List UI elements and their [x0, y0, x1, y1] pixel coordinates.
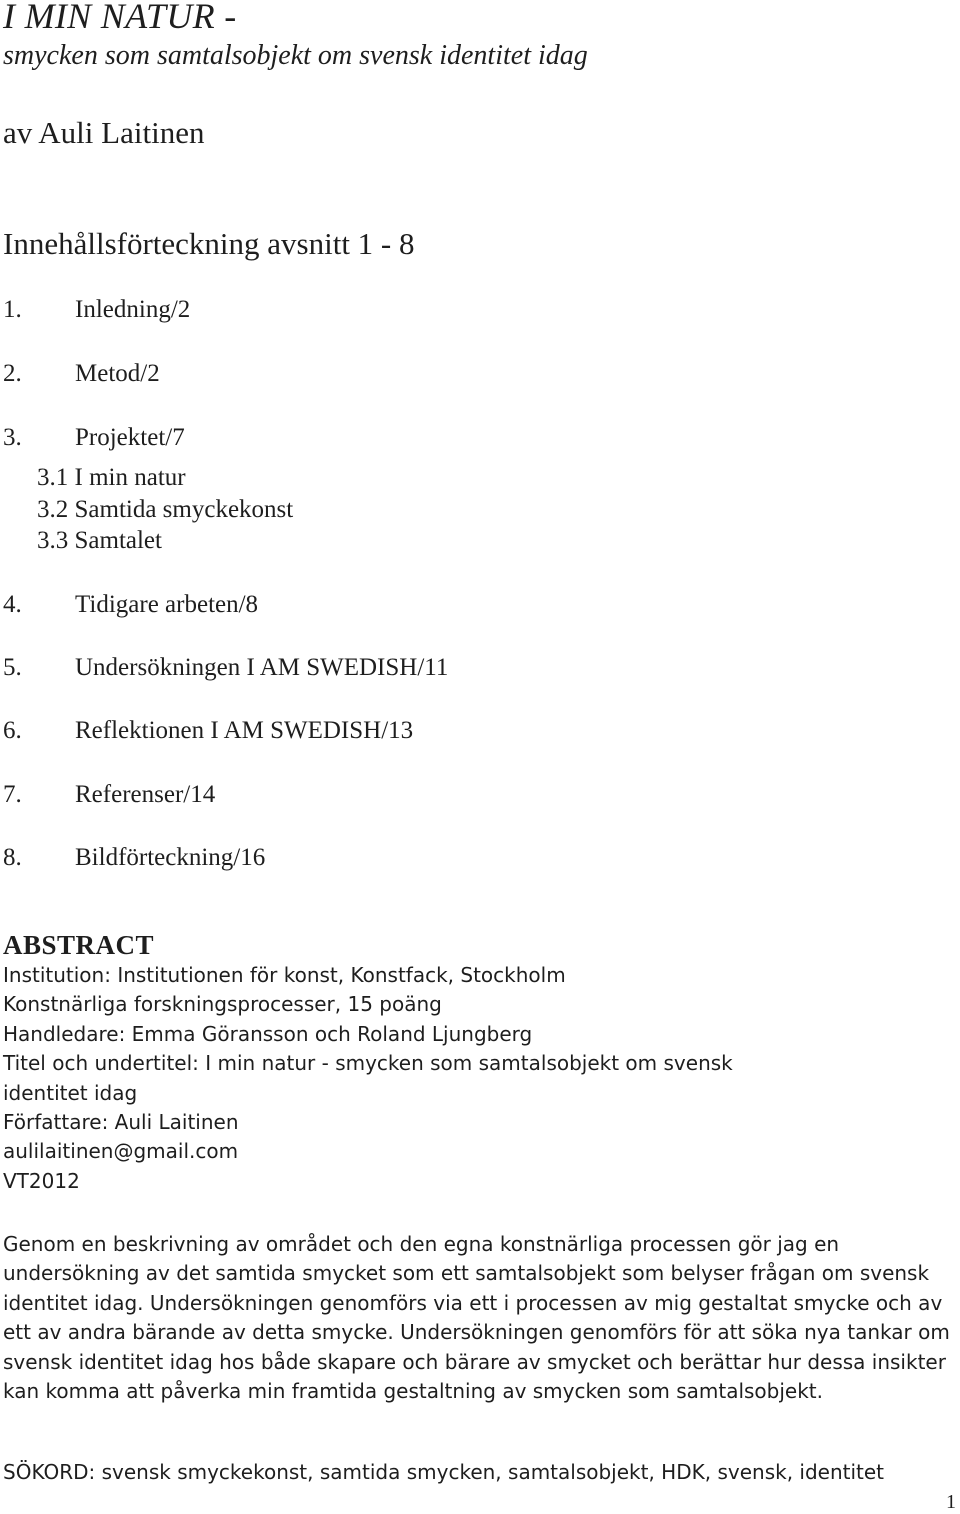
toc-item-label: Tidigare arbeten/8 — [75, 591, 259, 618]
toc-item-label: Referenser/14 — [75, 781, 216, 808]
toc-item — [0, 842, 700, 874]
toc-item-number: 6. — [3, 717, 22, 744]
toc-item — [0, 779, 700, 811]
toc-item-label: Undersökningen I AM SWEDISH/11 — [75, 654, 449, 681]
document-author: av Auli Laitinen — [3, 115, 205, 150]
page-number: 1 — [946, 1491, 956, 1513]
toc-subitem: 3.2 Samtida smyckekonst — [37, 496, 294, 523]
meta-title-continued: identitet idag — [3, 1080, 138, 1105]
meta-institution: Institution: Institutionen för konst, Konstfack, Stockholm — [3, 963, 566, 987]
toc-item — [0, 358, 700, 390]
abstract-keywords: SÖKORD: svensk smyckekonst, samtida smycken, samtalsobjekt, HDK, svensk, identitet — [3, 1460, 885, 1484]
toc-item-number: 7. — [3, 781, 22, 808]
toc-item-label: Reflektionen I AM SWEDISH/13 — [75, 717, 414, 744]
toc-item-number: 8. — [3, 844, 22, 871]
toc-item — [0, 422, 700, 454]
toc-subitem: 3.3 Samtalet — [37, 527, 162, 554]
meta-email: aulilaitinen@gmail.com — [3, 1139, 239, 1164]
toc-item — [0, 294, 700, 326]
meta-supervisors: Handledare: Emma Göransson och Roland Ljungberg — [3, 1021, 533, 1046]
document-title: I MIN NATUR - — [3, 0, 237, 36]
toc-item-number: 2. — [3, 360, 22, 387]
toc-item — [0, 652, 700, 684]
toc-item-number: 5. — [3, 654, 22, 681]
meta-author: Författare: Auli Laitinen — [3, 1110, 239, 1135]
toc-heading: Innehållsförteckning avsnitt 1 - 8 — [3, 226, 415, 261]
abstract-heading: ABSTRACT — [3, 930, 155, 960]
abstract-body: Genom en beskrivning av området och den egna konstnärliga processen gör jag en undersökning av det samtida smycket som ett samtalsobjekt som belyser frågan om svensk identitet idag. Undersökningen genomförs via ett i processen av mig gestaltat smycke och av ett av andra bärande av detta smycke. Undersökningen genomförs för att söka nya tankar om svensk identitet idag hos både skapare och bärare av smycket och berättar hur dessa insikter kan komma att påverka min framtida gestaltning av smycken som samtalsobjekt. — [3, 1232, 950, 1404]
toc-item-label: Projektet/7 — [75, 424, 185, 451]
toc-item-number: 3. — [3, 424, 22, 451]
meta-term: VT2012 — [3, 1168, 80, 1193]
toc-item-label: Metod/2 — [75, 360, 160, 387]
meta-title: Titel och undertitel: I min natur - smycken som samtalsobjekt om svensk — [3, 1051, 733, 1076]
abstract-meta — [3, 961, 733, 1196]
toc-item-label: Inledning/2 — [75, 296, 191, 323]
toc-item-number: 4. — [3, 591, 22, 618]
meta-course: Konstnärliga forskningsprocesser, 15 poäng — [3, 992, 442, 1017]
document-subtitle: smycken som samtalsobjekt om svensk identitet idag — [3, 40, 588, 71]
toc-item-number: 1. — [3, 296, 22, 323]
toc-item-label: Bildförteckning/16 — [75, 844, 266, 871]
toc-subitem: 3.1 I min natur — [37, 464, 186, 491]
toc-item — [0, 715, 700, 747]
toc-item — [0, 589, 700, 621]
